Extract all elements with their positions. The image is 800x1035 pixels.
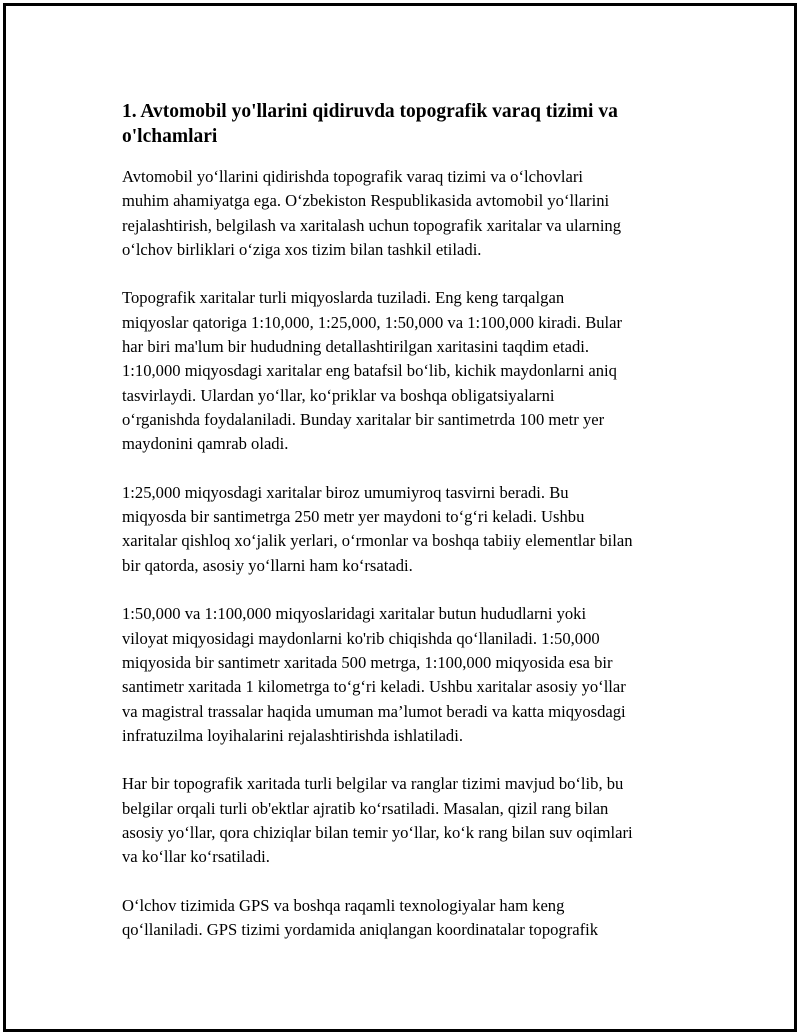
paragraph-scales: Topografik xaritalar turli miqyoslarda tuziladi. Eng keng tarqalgan miqyoslar qatoriga 1:10,000, 1:25,000, 1:50,000 va 1:100,000 kiradi. Bular har biri ma'lum bir hududning detallashtirilgan xaritasini taqdim etadi. 1:10,000 miqyosdagi xaritalar eng batafsil bo‘lib, kichik maydonlarni aniq tasvirlaydi. Ulardan yo‘llar, ko‘priklar va boshqa obligatsiyalarni o‘rganishda foydalaniladi. Bunday xaritalar bir santimetrda 100 metr yer maydonini qamrab oladi.: [122, 288, 623, 454]
page-frame: [3, 3, 797, 1032]
paragraph-gps: O‘lchov tizimida GPS va boshqa raqamli texnologiyalar ham keng qo‘llaniladi. GPS tizimi yordamida aniqlangan koordinatalar topografik: [122, 895, 599, 940]
paragraph-50000-100000: 1:50,000 va 1:100,000 miqyoslaridagi xaritalar butun hududlarni yoki viloyat miqyosidagi maydonlarni ko'rib chiqishda qo‘llaniladi. 1:50,000 miqyosida bir santimetr xaritada 500 metrga, 1:100,000 miqyosida esa bir santimetr xaritada 1 kilometrga to‘g‘ri keladi. Ushbu xaritalar asosiy yo‘llar va magistral trassalar haqida umuman ma’lumot beradi va katta miqyosdagi infratuzilma loyihalarini rejalashtirishda ishlatiladi.: [122, 604, 626, 745]
paragraph-symbols: Har bir topografik xaritada turli belgilar va ranglar tizimi mavjud bo‘lib, bu belgilar orqali turli ob'ektlar ajratib ko‘rsatiladi. Masalan, qizil rang bilan asosiy yo‘llar, qora chiziqlar bilan temir yo‘llar, ko‘k rang bilan suv oqimlari va ko‘llar ko‘rsatiladi.: [122, 774, 633, 867]
paragraph-intro: Avtomobil yo‘llarini qidirishda topografik varaq tizimi va o‘lchovlari muhim ahamiyatga ega. O‘zbekiston Respublikasida avtomobil yo‘llarini rejalashtirish, belgilash va xaritalash uchun topografik xaritalar va ularning o‘lchov birliklari o‘ziga xos tizim bilan tashkil etiladi.: [122, 167, 622, 259]
paragraph-25000: 1:25,000 miqyosdagi xaritalar biroz umumiyroq tasvirni beradi. Bu miqyosda bir santimetrga 250 metr yer maydoni to‘g‘ri keladi. Ushbu xaritalar qishloq xo‘jalik yerlari, o‘rmonlar va boshqa tabiiy elementlar bilan bir qatorda, asosiy yo‘llarni ham ko‘rsatadi.: [122, 482, 633, 575]
document-body: [122, 99, 694, 967]
section-title: 1. Avtomobil yo'llarini qidiruvda topografik varaq tizimi va o'lchamlari: [122, 101, 618, 147]
